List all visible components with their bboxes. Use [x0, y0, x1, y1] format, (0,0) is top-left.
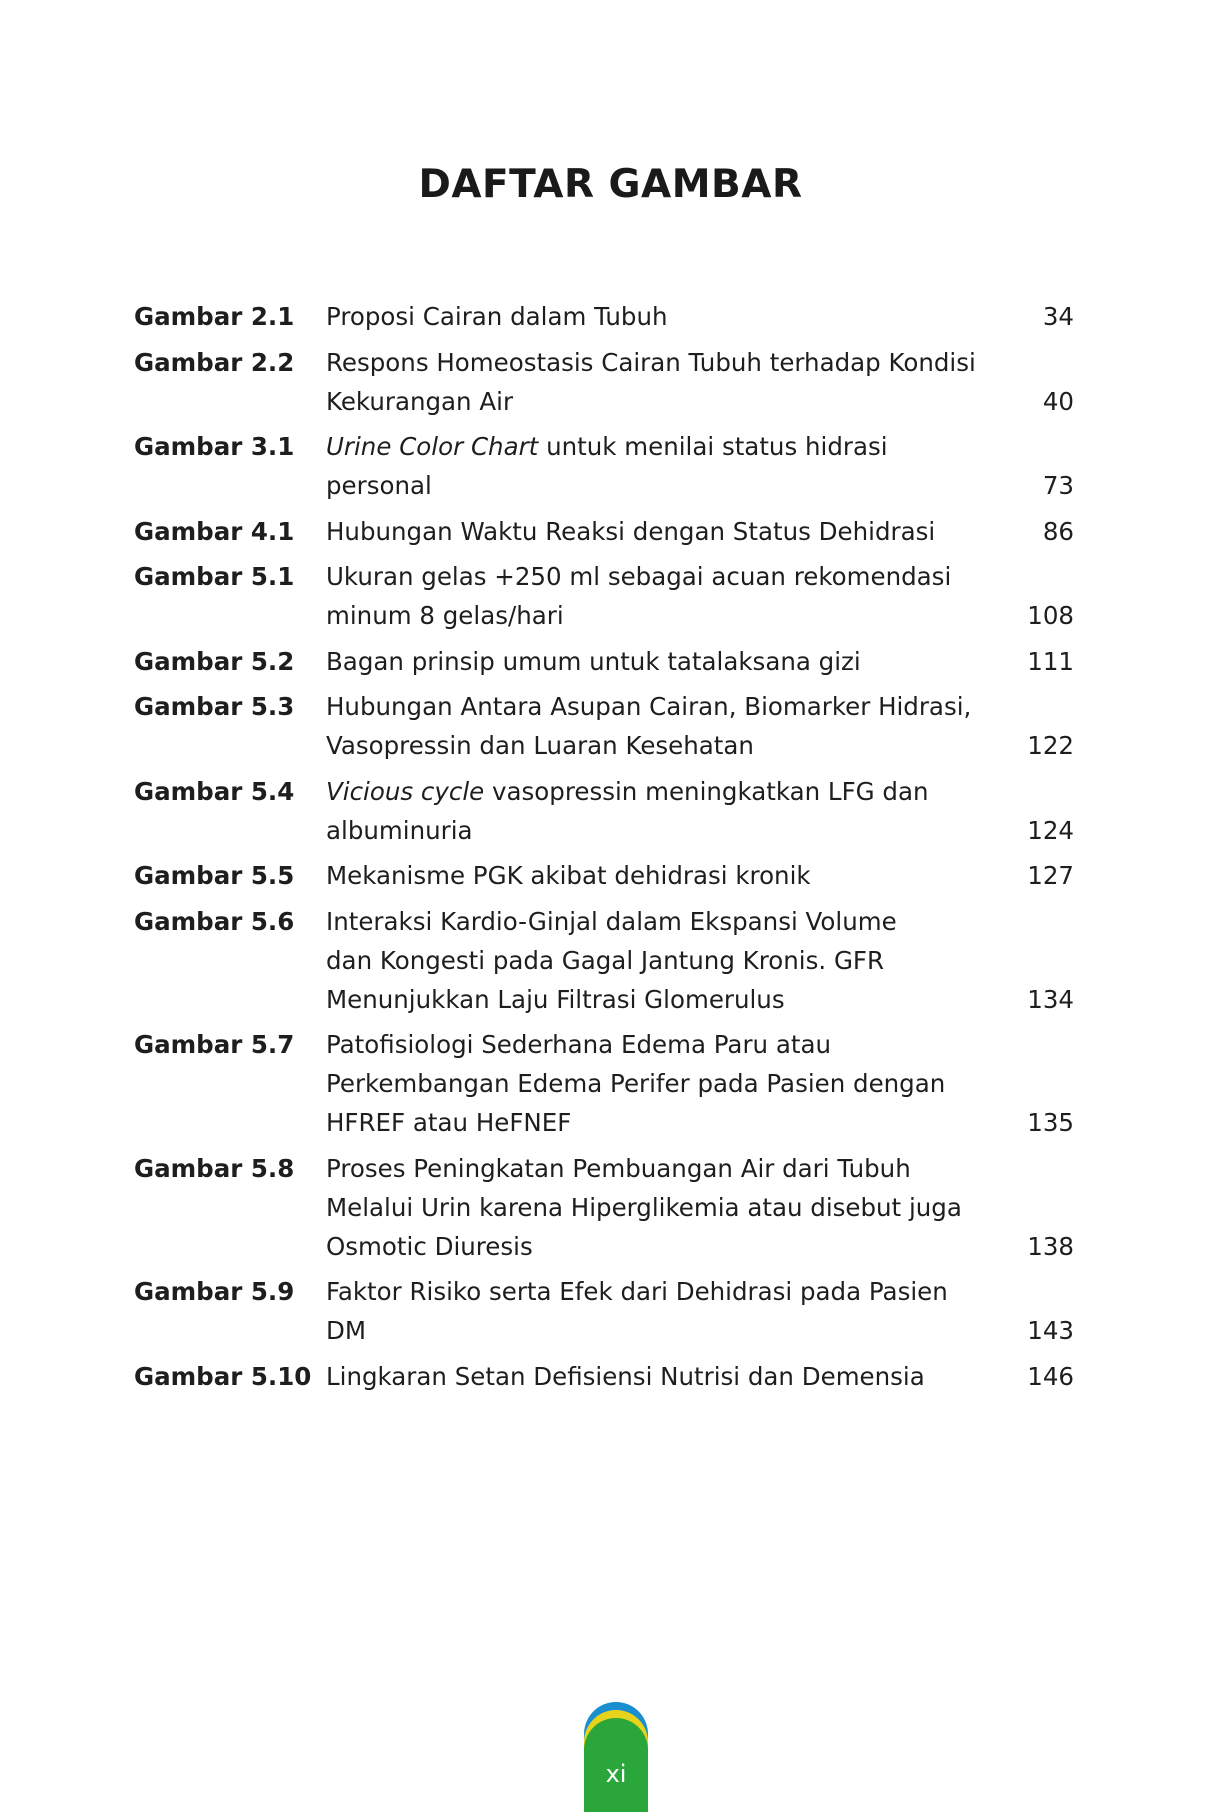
caption-line: Melalui Urin karena Hiperglikemia atau disebut juga [326, 1192, 962, 1222]
figure-caption [326, 687, 1014, 765]
caption-text: vasopressin meningkatkan LFG dan [484, 776, 929, 806]
figure-label: Gambar 2.1 [134, 302, 295, 331]
figure-label: Gambar 5.6 [134, 906, 295, 936]
caption-line: Interaksi Kardio-Ginjal dalam Ekspansi Volume [326, 906, 897, 936]
figure-label: Gambar 4.1 [134, 516, 295, 546]
figure-label: Gambar 5.4 [134, 776, 295, 806]
figure-page-number: 40 [1042, 386, 1074, 416]
figure-page-number: 124 [1027, 815, 1074, 845]
figure-label: Gambar 5.9 [134, 1277, 295, 1306]
figure-caption [326, 427, 1014, 505]
figure-page-number: 86 [1042, 516, 1074, 546]
caption-line: Vasopressin dan Luaran Kesehatan [326, 731, 754, 760]
figure-page-number: 135 [1027, 1108, 1074, 1137]
figure-caption [326, 642, 1014, 681]
figure-caption [326, 1272, 1014, 1350]
figure-entry [134, 687, 1074, 765]
figure-page-number: 143 [1027, 1316, 1074, 1345]
figure-page-number: 134 [1027, 984, 1074, 1014]
caption-line: Osmotic Diuresis [326, 1231, 533, 1261]
figure-label: Gambar 5.10 [134, 1361, 312, 1391]
caption-line: Hubungan Waktu Reaksi dengan Status Dehidrasi [326, 516, 936, 546]
figure-entry [134, 1272, 1074, 1350]
figure-page-number: 127 [1027, 861, 1074, 890]
figure-page-number: 122 [1027, 731, 1074, 760]
figure-label: Gambar 5.5 [134, 861, 295, 890]
caption-italic-text: Vicious cycle [326, 776, 485, 806]
figure-entry [134, 856, 1074, 895]
figure-entry [134, 297, 1074, 336]
page-title: DAFTAR GAMBAR [418, 162, 803, 207]
figure-list [134, 297, 1074, 1402]
figure-label: Gambar 5.1 [134, 562, 295, 591]
figure-label: Gambar 2.2 [134, 347, 295, 377]
caption-line [326, 427, 1004, 466]
figure-entry [134, 427, 1074, 505]
figure-caption [326, 1149, 1014, 1266]
caption-line: Lingkaran Setan Defisiensi Nutrisi dan Demensia [326, 1361, 925, 1391]
figure-caption [326, 297, 1014, 336]
figure-page-number: 73 [1042, 471, 1074, 500]
figure-label: Gambar 5.8 [134, 1153, 295, 1183]
figure-caption [326, 856, 1014, 895]
caption-line [326, 772, 1004, 811]
caption-line: DM [326, 1316, 367, 1345]
page-number: xi [605, 1760, 627, 1788]
figure-page-number: 34 [1042, 302, 1074, 331]
caption-line: personal [326, 471, 432, 500]
figure-entry [134, 1357, 1074, 1396]
caption-line: minum 8 gelas/hari [326, 601, 564, 630]
caption-line: Hubungan Antara Asupan Cairan, Biomarker Hidrasi, [326, 692, 972, 721]
page-tab-graphic [584, 1702, 648, 1812]
caption-line: Proses Peningkatan Pembuangan Air dari Tubuh [326, 1153, 911, 1183]
figure-entry [134, 772, 1074, 850]
figure-caption [326, 772, 1014, 850]
figure-caption [326, 343, 1014, 421]
caption-line: Kekurangan Air [326, 386, 514, 416]
figure-entry [134, 512, 1074, 551]
figure-entry [134, 1025, 1074, 1142]
caption-italic-text: Urine Color Chart [326, 432, 539, 461]
figure-entry [134, 1149, 1074, 1266]
caption-line: Proposi Cairan dalam Tubuh [326, 302, 668, 331]
caption-line: Bagan prinsip umum untuk tatalaksana gizi [326, 646, 861, 676]
caption-line: Mekanisme PGK akibat dehidrasi kronik [326, 861, 811, 890]
figure-entry [134, 642, 1074, 681]
caption-line: Perkembangan Edema Perifer pada Pasien dengan [326, 1069, 946, 1098]
figure-caption [326, 1025, 1014, 1142]
figure-entry [134, 557, 1074, 635]
figure-page-number: 138 [1027, 1231, 1074, 1261]
caption-line: Faktor Risiko serta Efek dari Dehidrasi pada Pasien [326, 1277, 948, 1306]
figure-label: Gambar 5.2 [134, 646, 295, 676]
caption-line: dan Kongesti pada Gagal Jantung Kronis. GFR [326, 945, 885, 975]
figure-caption [326, 902, 1014, 1019]
figure-label: Gambar 5.7 [134, 1030, 295, 1059]
figure-caption [326, 512, 1014, 551]
figure-entry [134, 902, 1074, 1019]
figure-caption [326, 1357, 1014, 1396]
caption-line: Patofisiologi Sederhana Edema Paru atau [326, 1030, 831, 1059]
caption-line: Respons Homeostasis Cairan Tubuh terhadap Kondisi [326, 347, 976, 377]
figure-page-number: 108 [1027, 601, 1074, 630]
caption-text: untuk menilai status hidrasi [538, 432, 888, 461]
figure-page-number: 146 [1027, 1361, 1074, 1391]
figure-label: Gambar 5.3 [134, 692, 295, 721]
caption-line: Menunjukkan Laju Filtrasi Glomerulus [326, 984, 785, 1014]
figure-page-number: 111 [1027, 646, 1074, 676]
page-number-tab [584, 1702, 648, 1812]
figure-label: Gambar 3.1 [134, 432, 295, 461]
figure-caption [326, 557, 1014, 635]
caption-line: albuminuria [326, 815, 473, 845]
caption-line: HFREF atau HeFNEF [326, 1108, 572, 1137]
caption-line: Ukuran gelas +250 ml sebagai acuan rekomendasi [326, 562, 952, 591]
figure-entry [134, 343, 1074, 421]
